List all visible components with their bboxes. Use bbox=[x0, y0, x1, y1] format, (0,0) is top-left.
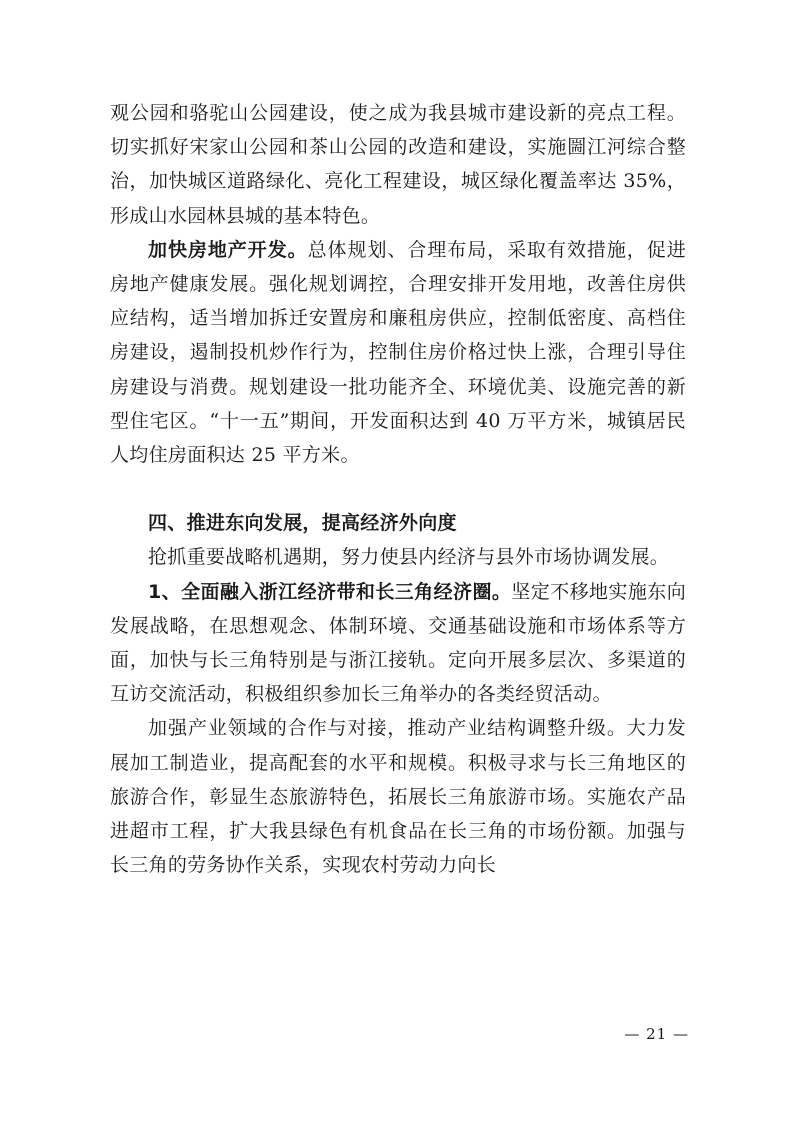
document-body bbox=[110, 96, 686, 882]
section-heading: 四、推进东向发展，提高经济外向度 bbox=[148, 512, 457, 535]
page-number: — 21 — bbox=[624, 1025, 689, 1043]
paragraph-text: 抢抓重要战略机遇期，努力使县内经济与县外市场协调发展。 bbox=[148, 546, 670, 569]
paragraph-lead-title: 加快房地产开发。 bbox=[148, 238, 308, 261]
paragraph-lead-title: 1、全面融入浙江经济带和长三角经济圈。 bbox=[148, 580, 512, 603]
paragraph-text: 总体规划、合理布局，采取有效措施，促进房地产健康发展。强化规划调控，合理安排开发用地，改善住房供应结构，适当增加拆迁安置房和廉租房供应，控制低密度、高档住房建设，遏制投机炒作行为，控制住房价格过快上涨，合理引导住房建设与消费。规划建设一批功能齐全、环境优美、设施完善的新型住宅区。“十一五”期间，开发面积达到 40 万平方米，城镇居民人均住房面积达 25 平方米。 bbox=[110, 238, 687, 467]
paragraph-text: 坚定不移地实施东向发展战略，在思想观念、体制环境、交通基础设施和市场体系等方面，加快与长三角特别是与浙江接轨。定向开展多层次、多渠道的互访交流活动，积极组织参加长三角举办的各类经贸活动。 bbox=[110, 580, 686, 706]
paragraph-text: 观公园和骆驼山公园建设，使之成为我县城市建设新的亮点工程。切实抓好宋家山公园和茶山公园的改造和建设，实施圌江河综合整治，加快城区道路绿化、亮化工程建设，城区绿化覆盖率达 35%，形成山水园林县城的基本特色。 bbox=[110, 102, 686, 227]
paragraph-park-construction bbox=[110, 96, 686, 233]
paragraph-text: 加强产业领域的合作与对接，推动产业结构调整升级。大力发展加工制造业，提高配套的水平和规模。积极寻求与长三角地区的旅游合作，彰显生态旅游特色，拓展长三角旅游市场。实施农产品进超市工程，扩大我县绿色有机食品在长三角的市场份额。加强与长三角的劳务协作关系，实现农村劳动力向长 bbox=[110, 717, 686, 877]
paragraph-industry-cooperation bbox=[110, 711, 686, 882]
paragraph-intro bbox=[110, 540, 686, 574]
paragraph-integration bbox=[110, 575, 686, 712]
paragraph-real-estate bbox=[110, 233, 686, 472]
